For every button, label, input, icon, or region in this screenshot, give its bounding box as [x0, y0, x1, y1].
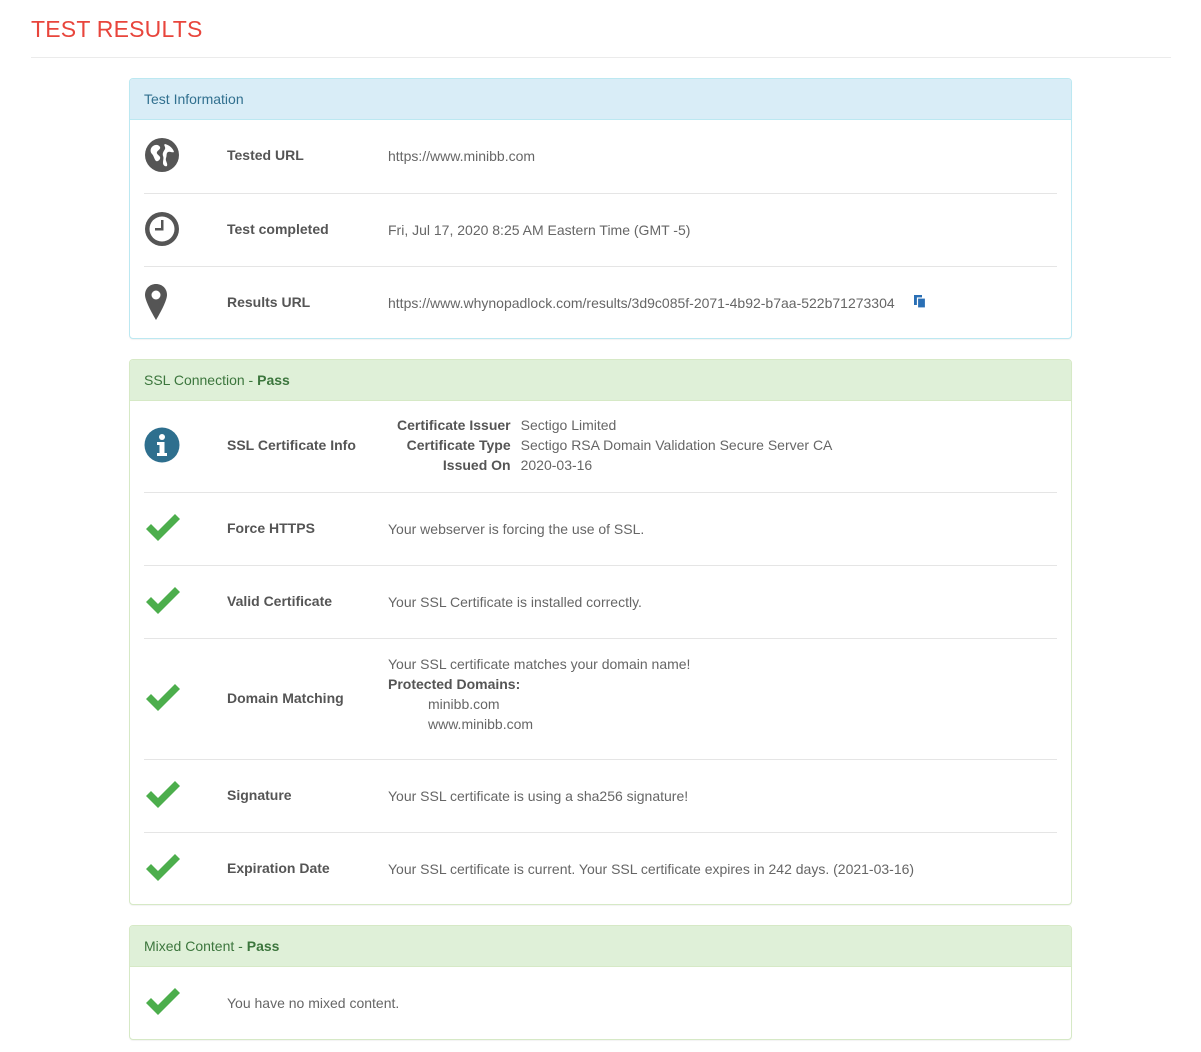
protected-domain: www.minibb.com	[428, 716, 534, 732]
mixed-content-title: Mixed Content	[144, 938, 235, 954]
force-https-value: Your webserver is forcing the use of SSL.	[388, 521, 645, 537]
mixed-content-status: Pass	[246, 938, 280, 954]
issued-on-value: 2020-03-16	[520, 457, 593, 473]
certificate-type-key: Certificate Type	[406, 437, 511, 453]
map-pin-icon	[144, 284, 182, 322]
force-https-label: Force HTTPS	[227, 520, 315, 536]
signature-row	[144, 759, 1057, 832]
certificate-details	[397, 415, 832, 475]
test-completed-row	[144, 193, 1057, 266]
protected-domains-label: Protected Domains:	[388, 676, 521, 692]
mixed-content-heading	[130, 926, 1071, 967]
certificate-type-value: Sectigo RSA Domain Validation Secure Server CA	[520, 437, 833, 453]
ssl-connection-status: Pass	[257, 372, 290, 388]
tested-url-value: https://www.minibb.com	[388, 148, 536, 164]
valid-certificate-label: Valid Certificate	[227, 593, 333, 609]
domain-matching-details	[388, 654, 690, 734]
check-icon	[144, 513, 182, 551]
clock-icon	[144, 211, 182, 249]
ssl-certificate-info-label: SSL Certificate Info	[227, 437, 356, 453]
ssl-connection-heading	[130, 360, 1071, 401]
domain-matching-label: Domain Matching	[227, 690, 344, 706]
tested-url-label: Tested URL	[227, 147, 304, 163]
results-url-link[interactable]: https://www.whynopadlock.com/results/3d9c085f-2071-4b92-b7aa-522b71273304	[388, 295, 895, 311]
check-icon	[144, 987, 182, 1025]
check-icon	[144, 780, 182, 818]
heading-separator: -	[244, 372, 258, 388]
results-url-value	[388, 293, 927, 314]
check-icon	[144, 853, 182, 891]
force-https-row	[144, 492, 1057, 565]
results-url-row	[144, 266, 1057, 338]
mixed-content-message: You have no mixed content.	[227, 995, 400, 1011]
domain-matching-row	[144, 638, 1057, 759]
certificate-issuer-key: Certificate Issuer	[397, 417, 511, 433]
heading-separator: -	[234, 938, 247, 954]
check-icon	[144, 683, 182, 721]
certificate-issuer-value: Sectigo Limited	[520, 417, 617, 433]
valid-certificate-value: Your SSL Certificate is installed correctly.	[388, 594, 642, 610]
expiration-date-row	[144, 832, 1057, 904]
ssl-certificate-info-row	[144, 401, 1057, 492]
test-information-panel	[129, 78, 1072, 339]
issued-on-key: Issued On	[442, 457, 511, 473]
results-url-label: Results URL	[227, 294, 311, 310]
check-icon	[144, 586, 182, 624]
ssl-connection-panel	[129, 359, 1072, 905]
test-completed-value: Fri, Jul 17, 2020 8:25 AM Eastern Time (GMT -5)	[388, 222, 691, 238]
page-title: TEST RESULTS	[31, 16, 203, 42]
info-icon	[144, 427, 182, 465]
signature-label: Signature	[227, 787, 292, 803]
protected-domain: minibb.com	[428, 696, 500, 712]
mixed-content-panel	[129, 925, 1072, 1040]
expiration-date-label: Expiration Date	[227, 860, 330, 876]
expiration-date-value: Your SSL certificate is current. Your SSL certificate expires in 242 days. (2021-03-16)	[388, 861, 915, 877]
valid-certificate-row	[144, 565, 1057, 638]
mixed-content-row	[144, 967, 1057, 1039]
globe-icon	[144, 137, 182, 175]
test-information-heading: Test Information	[130, 79, 1071, 120]
copy-icon[interactable]	[913, 294, 927, 314]
title-divider	[31, 57, 1171, 58]
signature-value: Your SSL certificate is using a sha256 signature!	[388, 788, 689, 804]
tested-url-row	[144, 120, 1057, 193]
ssl-connection-title: SSL Connection	[144, 372, 245, 388]
domain-matching-message: Your SSL certificate matches your domain name!	[388, 656, 691, 672]
test-completed-label: Test completed	[227, 221, 329, 237]
